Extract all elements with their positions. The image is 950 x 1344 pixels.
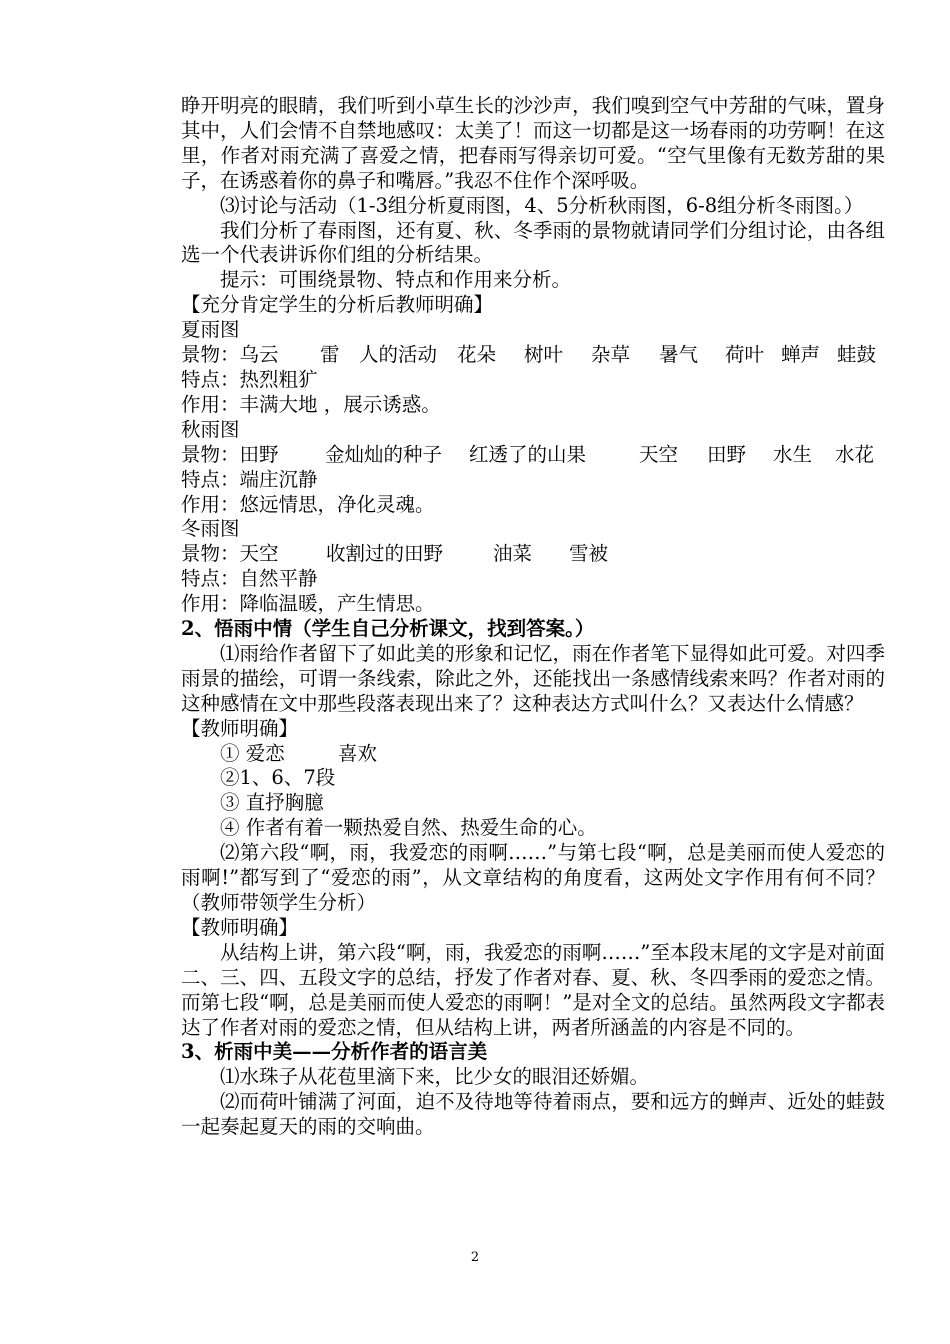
scenery-item: 天空 (639, 442, 679, 466)
section3-sentence2: ⑵而荷叶铺满了河面，迫不及待地等待着雨点，要和远方的蝉声、近处的蛙鼓一起奏起夏天的雨的交响曲。 (181, 1090, 885, 1139)
paragraph-hint: 提示：可围绕景物、特点和作用来分析。 (220, 268, 572, 292)
scenery-item: 收割过的田野 (326, 542, 444, 566)
section2-question2: ⑵第六段“啊，雨，我爱恋的雨啊……”与第七段“啊，总是美丽而使人爱恋的雨啊!”都写到了“爱恋的雨”，从文章结构的角度看，这两处文字作用有何不同？（教师带领学生分析） (181, 841, 885, 914)
answer-item: 喜欢 (338, 741, 378, 765)
winter-effect: 作用：降临温暖，产生情思。 (181, 592, 435, 616)
document-body (181, 94, 885, 1140)
section2-question1: ⑴雨给作者留下了如此美的形象和记忆，雨在作者笔下显得如此可爱。对四季雨景的描绘，可谓一条线索，除此之外，还能找出一条感情线索来吗？作者对雨的这种感情在文中那些段落表现出来了？这种表达方式叫什么？又表达什么情感？ (181, 641, 885, 715)
section3-sentence1: ⑴水珠子从花苞里滴下来，比少女的眼泪还娇媚。 (220, 1065, 650, 1089)
scenery-item: 油菜 (493, 542, 533, 566)
answer-structure: 从结构上讲，第六段“啊，雨，我爱恋的雨啊……”至本段末尾的文字是对前面二、三、四、五段文字的总结，抒发了作者对春、夏、秋、冬四季雨的爱恋之情。而第七段“啊，总是美丽而使人爱恋的雨啊！”是对全文的总结。虽然两段文字都表达了作者对雨的爱恋之情，但从结构上讲，两者所涵盖的内容是不同的。 (181, 940, 885, 1039)
answer-2: ②1、6、7段 (220, 766, 336, 790)
paragraph-discussion: ⑶讨论与活动（1-3组分析夏雨图，4、5分析秋雨图，6-8组分析冬雨图。） (220, 193, 864, 217)
winter-scenery (181, 542, 885, 567)
autumn-title: 秋雨图 (181, 417, 240, 441)
winter-title: 冬雨图 (181, 517, 240, 541)
summer-feature: 特点：热烈粗犷 (181, 367, 318, 391)
scenery-item: 水生 (773, 442, 813, 466)
answer-4: ④ 作者有着一颗热爱自然、热爱生命的心。 (220, 816, 597, 840)
scenery-item: 景物：乌云 (181, 343, 279, 367)
page-number: 2 (470, 1250, 480, 1265)
answer-1 (181, 742, 885, 767)
scenery-item: 红透了的山果 (469, 442, 587, 466)
scenery-item: 杂草 (591, 343, 631, 367)
summer-effect: 作用：丰满大地 ，展示诱惑。 (181, 392, 441, 416)
scenery-item: 荷叶 (725, 343, 765, 367)
scenery-item: 花朵 (457, 343, 497, 367)
scenery-item: 蛙鼓 (837, 343, 877, 367)
answer-item: ① 爱恋 (220, 741, 285, 765)
scenery-item: 景物：天空 (181, 542, 279, 566)
answer-3: ③ 直抒胸臆 (220, 791, 324, 815)
summer-scenery (181, 343, 885, 368)
paragraph-group-task: 我们分析了春雨图，还有夏、秋、冬季雨的景物就请同学们分组讨论，由各组选一个代表讲诉你们组的分析结果。 (181, 218, 885, 267)
section2-heading: 2、悟雨中情（学生自己分析课文，找到答案。） (181, 617, 595, 641)
autumn-effect: 作用：悠远情思，净化灵魂。 (181, 492, 435, 516)
scenery-item: 暑气 (659, 343, 699, 367)
scenery-item: 景物：田野 (181, 442, 279, 466)
section3-heading: 3、析雨中美——分析作者的语言美 (181, 1040, 488, 1064)
scenery-item: 水花 (835, 442, 875, 466)
teacher-note: 【充分肯定学生的分析后教师明确】 (181, 293, 494, 317)
scenery-item: 蝉声 (781, 343, 821, 367)
teacher-note: 【教师明确】 (181, 915, 299, 939)
scenery-item: 树叶 (524, 343, 564, 367)
scenery-item: 金灿灿的种子 (325, 442, 443, 466)
teacher-note: 【教师明确】 (181, 716, 299, 740)
scenery-item: 雪被 (569, 542, 609, 566)
autumn-scenery (181, 443, 885, 468)
scenery-item: 田野 (707, 442, 747, 466)
winter-feature: 特点：自然平静 (181, 567, 318, 591)
scenery-item: 雷 (320, 343, 340, 367)
paragraph-spring-summary: 睁开明亮的眼睛，我们听到小草生长的沙沙声，我们嗅到空气中芳甜的气味，置身其中，人们会情不自禁地感叹：太美了！而这一切都是这一场春雨的功劳啊！在这里，作者对雨充满了喜爱之情，把春雨写得亲切可爱。“空气里像有无数芳甜的果子，在诱惑着你的鼻子和嘴唇。”我忍不住作个深呼吸。 (181, 94, 885, 192)
scenery-item: 人的活动 (359, 343, 438, 367)
summer-title: 夏雨图 (181, 318, 240, 342)
autumn-feature: 特点：端庄沉静 (181, 467, 318, 491)
